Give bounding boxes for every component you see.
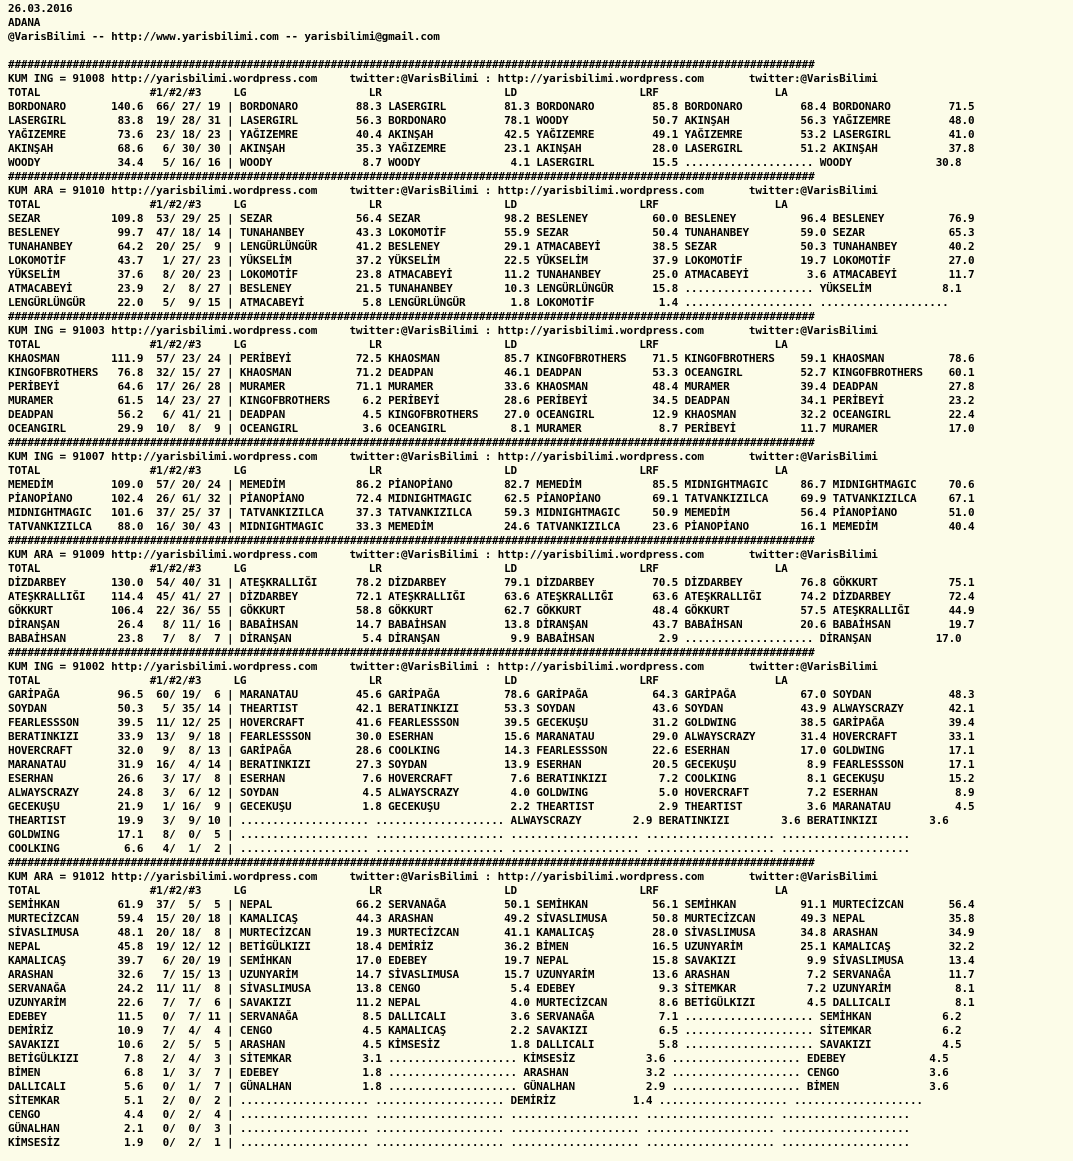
result-row: DEADPAN 56.2 6/ 41/ 21 | DEADPAN 4.5 KINGOFBROTHERS 27.0 OCEANGIRL 12.9 KHAOSMAN 32.2 OCEANGIRL 22.4 [8,408,975,421]
result-row: BETİGÜLKIZI 7.8 2/ 4/ 3 | SİTEMKAR 3.1 .................... KİMSESİZ 3.6 .................... EDEBEY 4.5 [8,1052,949,1065]
result-row: ARASHAN 32.6 7/ 15/ 13 | UZUNYARİM 14.7 SİVASLIMUSA 15.7 UZUNYARİM 13.6 ARASHAN 7.2 SERVANAĞA 11.7 [8,968,975,981]
result-row: HOVERCRAFT 32.0 9/ 8/ 13 | GARİPAĞA 28.6 COOLKING 14.3 FEARLESSSON 22.6 ESERHAN 17.0 GOLDWING 17.1 [8,744,975,757]
separator-line: ############################################################################################################################# [8,436,815,449]
separator-line: ############################################################################################################################# [8,646,815,659]
result-row: CENGO 4.4 0/ 2/ 4 | .................... .................... .................... .................... .................... [8,1108,910,1121]
result-row: COOLKING 6.6 4/ 1/ 2 | .................... .................... .................... .................... .................... [8,842,910,855]
result-row: BORDONARO 140.6 66/ 27/ 19 | BORDONARO 88.3 LASERGIRL 81.3 BORDONARO 85.8 BORDONARO 68.4 BORDONARO 71.5 [8,100,975,113]
result-row: ATMACABEYİ 23.9 2/ 8/ 27 | BESLENEY 21.5 TUNAHANBEY 10.3 LENGÜRLÜNGÜR 15.8 .................... YÜKSELİM 8.1 [8,282,962,295]
result-row: MURAMER 61.5 14/ 23/ 27 | KINGOFBROTHERS 6.2 PERİBEYİ 28.6 PERİBEYİ 34.5 DEADPAN 34.1 PERİBEYİ 23.2 [8,394,975,407]
race-header-line: KUM ING = 91002 http://yarisbilimi.wordpress.com twitter:@VarisBilimi : http://yarisbilimi.wordpress.com twitter:@VarisBilimi [8,660,878,673]
result-row: OCEANGIRL 29.9 10/ 8/ 9 | OCEANGIRL 3.6 OCEANGIRL 8.1 MURAMER 8.7 PERİBEYİ 11.7 MURAMER 17.0 [8,422,975,435]
race-blocks [8,58,1073,1150]
separator-line: ############################################################################################################################# [8,310,815,323]
race-header-line: KUM ING = 91007 http://yarisbilimi.wordpress.com twitter:@VarisBilimi : http://yarisbilimi.wordpress.com twitter:@VarisBilimi [8,450,878,463]
result-row: DİRANŞAN 26.4 8/ 11/ 16 | BABAİHSAN 14.7 BABAİHSAN 13.8 DİRANŞAN 43.7 BABAİHSAN 20.6 BABAİHSAN 19.7 [8,618,975,631]
result-row: GÜNALHAN 2.1 0/ 0/ 3 | .................... .................... .................... .................... .................... [8,1122,910,1135]
column-header-line: TOTAL #1/#2/#3 LG LR LD LRF LA [8,884,788,897]
separator-line: ############################################################################################################################# [8,170,815,183]
race-header-line: KUM ARA = 91009 http://yarisbilimi.wordpress.com twitter:@VarisBilimi : http://yarisbilimi.wordpress.com twitter:@VarisBilimi [8,548,878,561]
result-row: SERVANAĞA 24.2 11/ 11/ 8 | SİVASLIMUSA 13.8 CENGO 5.4 EDEBEY 9.3 SİTEMKAR 7.2 UZUNYARİM 8.1 [8,982,975,995]
result-row: GECEKUŞU 21.9 1/ 16/ 9 | GECEKUŞU 1.8 GECEKUŞU 2.2 THEARTIST 2.9 THEARTIST 3.6 MARANATAU 4.5 [8,800,975,813]
result-row: WOODY 34.4 5/ 16/ 16 | WOODY 8.7 WOODY 4.1 LASERGIRL 15.5 .................... WOODY 30.8 [8,156,962,169]
result-row: AKINŞAH 68.6 6/ 30/ 30 | AKINŞAH 35.3 YAĞIZEMRE 23.1 AKINŞAH 28.0 LASERGIRL 51.2 AKINŞAH 37.8 [8,142,975,155]
result-row: BERATINKIZI 33.9 13/ 9/ 18 | FEARLESSSON 30.0 ESERHAN 15.6 MARANATAU 29.0 ALWAYSCRAZY 31.4 HOVERCRAFT 33.1 [8,730,975,743]
result-row: YÜKSELİM 37.6 8/ 20/ 23 | LOKOMOTİF 23.8 ATMACABEYİ 11.2 TUNAHANBEY 25.0 ATMACABEYİ 3.6 ATMACABEYİ 11.7 [8,268,975,281]
result-row: SOYDAN 50.3 5/ 35/ 14 | THEARTIST 42.1 BERATINKIZI 53.3 SOYDAN 43.6 SOYDAN 43.9 ALWAYSCRAZY 42.1 [8,702,975,715]
column-header-line: TOTAL #1/#2/#3 LG LR LD LRF LA [8,86,788,99]
result-row: LENGÜRLÜNGÜR 22.0 5/ 9/ 15 | ATMACABEYİ 5.8 LENGÜRLÜNGÜR 1.8 LOKOMOTİF 1.4 .................... .................... [8,296,949,309]
race-header-line: KUM ARA = 91010 http://yarisbilimi.wordpress.com twitter:@VarisBilimi : http://yarisbilimi.wordpress.com twitter:@VarisBilimi [8,184,878,197]
result-row: BESLENEY 99.7 47/ 18/ 14 | TUNAHANBEY 43.3 LOKOMOTİF 55.9 SEZAR 50.4 TUNAHANBEY 59.0 SEZAR 65.3 [8,226,975,239]
result-row: EDEBEY 11.5 0/ 7/ 11 | SERVANAĞA 8.5 DALLICALI 3.6 SERVANAĞA 7.1 .................... SEMİHKAN 6.2 [8,1010,962,1023]
separator-line: ############################################################################################################################# [8,58,815,71]
contact-line: @VarisBilimi -- http://www.yarisbilimi.com -- yarisbilimi@gmail.com [8,30,440,43]
result-row: MIDNIGHTMAGIC 101.6 37/ 25/ 37 | TATVANKIZILCA 37.3 TATVANKIZILCA 59.3 MIDNIGHTMAGIC 50.9 MEMEDİM 56.4 PİANOPİANO 51.0 [8,506,975,519]
date-line: 26.03.2016 [8,2,73,15]
blank-line [8,44,1073,58]
result-row: ALWAYSCRAZY 24.8 3/ 6/ 12 | SOYDAN 4.5 ALWAYSCRAZY 4.0 GOLDWING 5.0 HOVERCRAFT 7.2 ESERHAN 8.9 [8,786,975,799]
result-row: KİMSESİZ 1.9 0/ 2/ 1 | .................... .................... .................... .................... .................... [8,1136,910,1149]
result-row: NEPAL 45.8 19/ 12/ 12 | BETİGÜLKIZI 18.4 DEMİRİZ 36.2 BİMEN 16.5 UZUNYARİM 25.1 KAMALICAŞ 32.2 [8,940,975,953]
result-row: SİTEMKAR 5.1 2/ 0/ 2 | .................... .................... DEMİRİZ 1.4 .................... .................... [8,1094,923,1107]
column-header-line: TOTAL #1/#2/#3 LG LR LD LRF LA [8,674,788,687]
result-row: LASERGIRL 83.8 19/ 28/ 31 | LASERGIRL 56.3 BORDONARO 78.1 WOODY 50.7 AKINŞAH 56.3 YAĞIZEMRE 48.0 [8,114,975,127]
result-row: PİANOPİANO 102.4 26/ 61/ 32 | PİANOPİANO 72.4 MIDNIGHTMAGIC 62.5 PİANOPİANO 69.1 TATVANKIZILCA 69.9 TATVANKIZILCA 67.1 [8,492,975,505]
result-row: PERİBEYİ 64.6 17/ 26/ 28 | MURAMER 71.1 MURAMER 33.6 KHAOSMAN 48.4 MURAMER 39.4 DEADPAN 27.8 [8,380,975,393]
result-row: SEMİHKAN 61.9 37/ 5/ 5 | NEPAL 66.2 SERVANAĞA 50.1 SEMİHKAN 56.1 SEMİHKAN 91.1 MURTECİZCAN 56.4 [8,898,975,911]
separator-line: ############################################################################################################################# [8,534,815,547]
race-header-line: KUM ING = 91003 http://yarisbilimi.wordpress.com twitter:@VarisBilimi : http://yarisbilimi.wordpress.com twitter:@VarisBilimi [8,324,878,337]
city-line: ADANA [8,16,41,29]
result-row: GOLDWING 17.1 8/ 0/ 5 | .................... .................... .................... .................... .................... [8,828,910,841]
result-row: GÖKKURT 106.4 22/ 36/ 55 | GÖKKURT 58.8 GÖKKURT 62.7 GÖKKURT 48.4 GÖKKURT 57.5 ATEŞKRALLIĞI 44.9 [8,604,975,617]
race-header-line: KUM ING = 91008 http://yarisbilimi.wordpress.com twitter:@VarisBilimi : http://yarisbilimi.wordpress.com twitter:@VarisBilimi [8,72,878,85]
result-row: SİVASLIMUSA 48.1 20/ 18/ 8 | MURTECİZCAN 19.3 MURTECİZCAN 41.1 KAMALICAŞ 28.0 SİVASLIMUSA 34.8 ARASHAN 34.9 [8,926,975,939]
result-row: SAVAKIZI 10.6 2/ 5/ 5 | ARASHAN 4.5 KİMSESİZ 1.8 DALLICALI 5.8 .................... SAVAKIZI 4.5 [8,1038,962,1051]
result-row: DİZDARBEY 130.0 54/ 40/ 31 | ATEŞKRALLIĞI 78.2 DİZDARBEY 79.1 DİZDARBEY 70.5 DİZDARBEY 76.8 GÖKKURT 75.1 [8,576,975,589]
result-row: DALLICALI 5.6 0/ 1/ 7 | GÜNALHAN 1.8 .................... GÜNALHAN 2.9 .................... BİMEN 3.6 [8,1080,949,1093]
result-row: TUNAHANBEY 64.2 20/ 25/ 9 | LENGÜRLÜNGÜR 41.2 BESLENEY 29.1 ATMACABEYİ 38.5 SEZAR 50.3 TUNAHANBEY 40.2 [8,240,975,253]
result-row: KHAOSMAN 111.9 57/ 23/ 24 | PERİBEYİ 72.5 KHAOSMAN 85.7 KINGOFBROTHERS 71.5 KINGOFBROTHERS 59.1 KHAOSMAN 78.6 [8,352,975,365]
result-row: MEMEDİM 109.0 57/ 20/ 24 | MEMEDİM 86.2 PİANOPİANO 82.7 MEMEDİM 85.5 MIDNIGHTMAGIC 86.7 MIDNIGHTMAGIC 70.6 [8,478,975,491]
result-row: ESERHAN 26.6 3/ 17/ 8 | ESERHAN 7.6 HOVERCRAFT 7.6 BERATINKIZI 7.2 COOLKING 8.1 GECEKUŞU 15.2 [8,772,975,785]
column-header-line: TOTAL #1/#2/#3 LG LR LD LRF LA [8,338,788,351]
separator-line: ############################################################################################################################# [8,856,815,869]
result-row: KINGOFBROTHERS 76.8 32/ 15/ 27 | KHAOSMAN 71.2 DEADPAN 46.1 DEADPAN 53.3 OCEANGIRL 52.7 KINGOFBROTHERS 60.1 [8,366,975,379]
race-header-line: KUM ARA = 91012 http://yarisbilimi.wordpress.com twitter:@VarisBilimi : http://yarisbilimi.wordpress.com twitter:@VarisBilimi [8,870,878,883]
result-row: SEZAR 109.8 53/ 29/ 25 | SEZAR 56.4 SEZAR 98.2 BESLENEY 60.0 BESLENEY 96.4 BESLENEY 76.9 [8,212,975,225]
result-row: UZUNYARİM 22.6 7/ 7/ 6 | SAVAKIZI 11.2 NEPAL 4.0 MURTECİZCAN 8.6 BETİGÜLKIZI 4.5 DALLICALI 8.1 [8,996,975,1009]
result-row: DEMİRİZ 10.9 7/ 4/ 4 | CENGO 4.5 KAMALICAŞ 2.2 SAVAKIZI 6.5 .................... SİTEMKAR 6.2 [8,1024,962,1037]
result-row: BİMEN 6.8 1/ 3/ 7 | EDEBEY 1.8 .................... ARASHAN 3.2 .................... CENGO 3.6 [8,1066,949,1079]
column-header-line: TOTAL #1/#2/#3 LG LR LD LRF LA [8,562,788,575]
column-header-line: TOTAL #1/#2/#3 LG LR LD LRF LA [8,198,788,211]
result-row: YAĞIZEMRE 73.6 23/ 18/ 23 | YAĞIZEMRE 40.4 AKINŞAH 42.5 YAĞIZEMRE 49.1 YAĞIZEMRE 53.2 LASERGIRL 41.0 [8,128,975,141]
result-row: LOKOMOTİF 43.7 1/ 27/ 23 | YÜKSELİM 37.2 YÜKSELİM 22.5 YÜKSELİM 37.9 LOKOMOTİF 19.7 LOKOMOTİF 27.0 [8,254,975,267]
result-row: BABAİHSAN 23.8 7/ 8/ 7 | DİRANŞAN 5.4 DİRANŞAN 9.9 BABAİHSAN 2.9 .................... DİRANŞAN 17.0 [8,632,962,645]
result-row: FEARLESSSON 39.5 11/ 12/ 25 | HOVERCRAFT 41.6 FEARLESSSON 39.5 GECEKUŞU 31.2 GOLDWING 38.5 GARİPAĞA 39.4 [8,716,975,729]
column-header-line: TOTAL #1/#2/#3 LG LR LD LRF LA [8,464,788,477]
result-row: KAMALICAŞ 39.7 6/ 20/ 19 | SEMİHKAN 17.0 EDEBEY 19.7 NEPAL 15.8 SAVAKIZI 9.9 SİVASLIMUSA 13.4 [8,954,975,967]
result-row: TATVANKIZILCA 88.0 16/ 30/ 43 | MIDNIGHTMAGIC 33.3 MEMEDİM 24.6 TATVANKIZILCA 23.6 PİANOPİANO 16.1 MEMEDİM 40.4 [8,520,975,533]
result-row: MURTECİZCAN 59.4 15/ 20/ 18 | KAMALICAŞ 44.3 ARASHAN 49.2 SİVASLIMUSA 50.8 MURTECİZCAN 49.3 NEPAL 35.8 [8,912,975,925]
result-row: MARANATAU 31.9 16/ 4/ 14 | BERATINKIZI 27.3 SOYDAN 13.9 ESERHAN 20.5 GECEKUŞU 8.9 FEARLESSSON 17.1 [8,758,975,771]
result-row: THEARTIST 19.9 3/ 9/ 10 | .................... .................... ALWAYSCRAZY 2.9 BERATINKIZI 3.6 BERATINKIZI 3.6 [8,814,949,827]
result-row: GARİPAĞA 96.5 60/ 19/ 6 | MARANATAU 45.6 GARİPAĞA 78.6 GARİPAĞA 64.3 GARİPAĞA 67.0 SOYDAN 48.3 [8,688,975,701]
result-row: ATEŞKRALLIĞI 114.4 45/ 41/ 27 | DİZDARBEY 72.1 ATEŞKRALLIĞI 63.6 ATEŞKRALLIĞI 63.6 ATEŞKRALLIĞI 74.2 DİZDARBEY 72.4 [8,590,975,603]
